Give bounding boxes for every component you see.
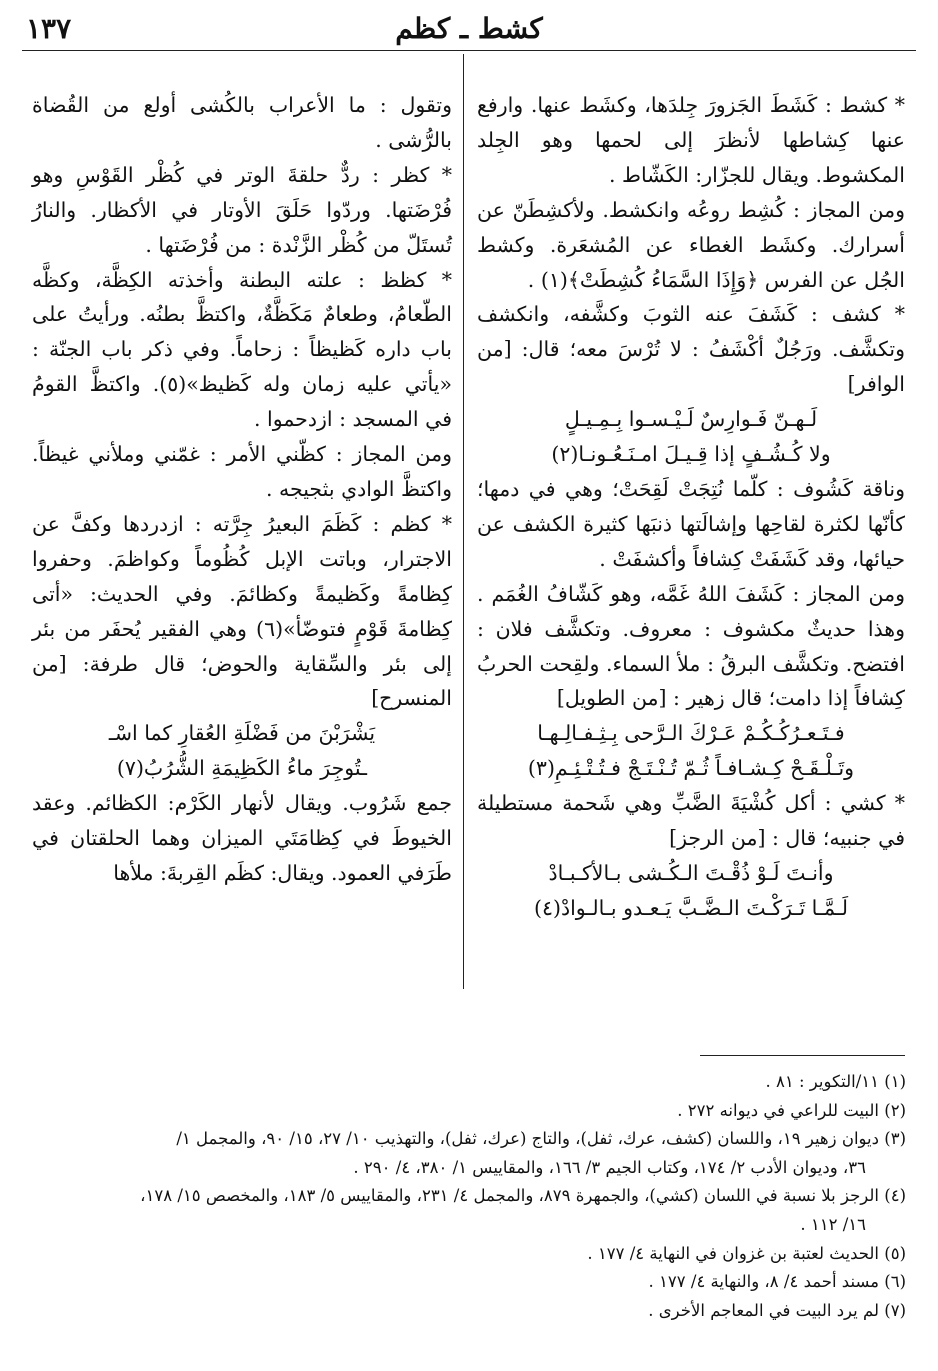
verse-line: لَـهـنّ فَـوارِسٌ لَـيْـسـوا بِـمِـيـلٍ [564,407,818,432]
verse-line: يَشْرَبْنَ من فَضْلَةِ العُقارِ كما اسْـ [108,721,376,746]
footnote: (٤) الرجز بلا نسبة في اللسان (كشي)، والجمهرة ٨٧٩، والمجمل ٤/ ٢٣١، والمقاييس ٥/ ١٨٣، والمخصص ١٥/ ١٧٨، [140,1186,906,1206]
footnote: (١) ١١/التكوير : ٨١ . [765,1072,906,1091]
footnote: (٥) الحديث لعتبة بن غزوان في النهاية ٤/ ١٧٧ . [587,1243,906,1263]
page-number: ١٣٧ [26,12,72,45]
verse-line: ـتُوجِرَ ماءُ الكَظِيمَةِ الشُّرُبُ(٧) [116,756,368,781]
header-rule [22,50,916,51]
verse-line: ولا كُـشُـفٍ إذا قِـيـلَ امـنَـعُـونـا(٢) [551,442,831,467]
entry-kazam: * كظم : كَظَمَ البعيرُ جِرَّته : ازدردها وكفَّ عن الاجترار، وباتت الإبل كُظُوماً وكواظمَ. وحفروا كِظامةً وكَظيمةً وكظائمَ. وفي الحديث: «أتى كِظامةَ قَوْمٍ فتوضّأ»(٦) وهي الفقير يُحفَر من بئر إلى بئر والسِّقاية والحوض؛ قال طرفة: [من المنسرح] [32,511,452,711]
entry-kazaz: * كظظ : علته البطنة وأخذته الكِظَّة، وكظَّه الطّعامُ، وطعامٌ مَكَظَّةٌ، واكتظَّ بطنُه. ورأيتُ على باب داره كَظيظاً : زحاماً. وفي ذكر باب الجنّة : «يأتي عليه زمان وله كَظيظ»(٥). واكتظَّ القومُ في المسجد : ازدحموا . [32,267,452,432]
entry-kashaf-majaz: ومن المجاز : كَشَفَ اللهُ غَمَّه، وهو كَشّافُ الغُمَم . وهذا حديثٌ مكشوف : معروف. وتكشَّف فلان : افتضح. وتكشَّف البرقُ : ملأ السماء. ولقِحت الحربُ كِشافاً إذا دامت؛ قال زهير : [من الطويل] [477,581,905,711]
footnote: (٧) لم يرد البيت في المعاجم الأخرى . [648,1300,906,1320]
entry-kashat: * كشط : كَشَطَ الجَزورَ جِلدَها، وكشَط عنها. وارفع عنها كِشاطها لأنظرَ إلى لحمها وهو الجِلد المكشوط. ويقال للجزّار: الكَشّاط . [477,93,905,187]
footnote-continuation: ٣٦، وديوان الأدب ٢/ ١٧٤، وكتاب الجيم ٣/ ١٦٦، والمقاييس ١/ ٣٨٠، ٤/ ٢٩٠ . [353,1157,866,1177]
footnotes [36,1068,906,1325]
entry-kazam-cont: جمع شَرُوب. ويقال لأنهار الكَرْم: الكظائم. وعقد الخيوطَ في كِظامَتَي الميزان وهما الحلقتان في طَرَفي العمود. ويقال: كظَم القِربةَ: ملأها [32,791,452,885]
entry-kashaf: * كشف : كَشَفَ عنه الثوبَ وكشَّفه، وانكشف وتكشَّف. ورَجُلٌ أكْشَفُ : لا تُرْسَ معه؛ قال: [من الوافر] [477,302,905,397]
verse-line: لَـمَّـا تَـرَكْـتَ الـضَّـبَّ يَـعـدو بـالـوادْ(٤) [533,895,849,920]
footnote-continuation: ١٦/ ١١٢ . [800,1214,866,1234]
footnote: (٣) ديوان زهير ١٩، واللسان (كشف، عرك، ثفل)، والتاج (عرك، ثفل)، والتهذيب ١٠/ ٢٧، ١٥/ ٩٠، والمجمل ١/ [176,1129,906,1149]
verse-line: وتَـلْـقَـحْ كِـشـافـاً ثُـمّ تُـنْـتَـجْ فـتُـتْـئِـمِ(٣) [527,756,855,781]
entry-naqa-kashuf: وناقة كَشُوف : كلّما نُتِجَتْ لَقِحَتْ؛ وهي في دمها؛ كأنّها لكثرة لقاحِها وإشالَتها ذنبَها كثيرة الكشف عن حيائها، وقد كَشَفَتْ كِشافاً وأكشفَتْ . [477,476,905,571]
verse-line: وأنـتَ لَـوْ ذُقْـتَ الـكُـشى بـالأكـبـادْ [548,860,834,885]
entry-kashy: * كشي : أكل كُشْيَةَ الضَّبِّ وهي شَحمة مستطيلة في جنبيه؛ قال : [من الرجز] [477,791,905,851]
verse-line: فـتَـعـرُكُـكُـمْ عَـرْكَ الـرَّحى بِـثِـفـالِـهـا [537,721,845,746]
entry-kazar: * كظر : ردٌّ حلقةَ الوتر في كُظْر القَوْسِ وهو فُرْضَتها. وردّوا حَلَقَ الأوتار في الأكظار. والنارُ تُستَلّ من كُظْر الزَّنْدة : من فُرْضَتها . [32,162,452,257]
entry-kashat-majaz: ومن المجاز : كُشِط روعُه وانكشط. ولأكشِطَنّ عن أسرارك. وكشَط الغطاء عن المُشعَرة. وكشط الجُل عن الفرس ﴿وَإِذَا السَّمَاءُ كُشِطَتْ﴾(١) . [477,197,905,292]
running-head: كشط ـ كظم [395,12,543,45]
footnote-rule [700,1055,905,1056]
column-divider [463,54,464,989]
footnote: (٦) مسند أحمد ٤/ ٨، والنهاية ٤/ ١٧٧ . [648,1272,906,1292]
footnote: (٢) البيت للراعي في ديوانه ٢٧٢ . [677,1100,906,1120]
entry-kazaz-majaz: ومن المجاز : كظّني الأمر : غمّني وملأني غيظاً. واكتظَّ الوادي بثجيجه . [32,442,452,501]
right-column [477,88,905,926]
left-column [32,88,452,891]
entry-kashy-cont: وتقول : ما الأعراب بالكُشى أولع من القُضاة بالرُّشى . [32,93,452,152]
page-header [18,8,920,46]
